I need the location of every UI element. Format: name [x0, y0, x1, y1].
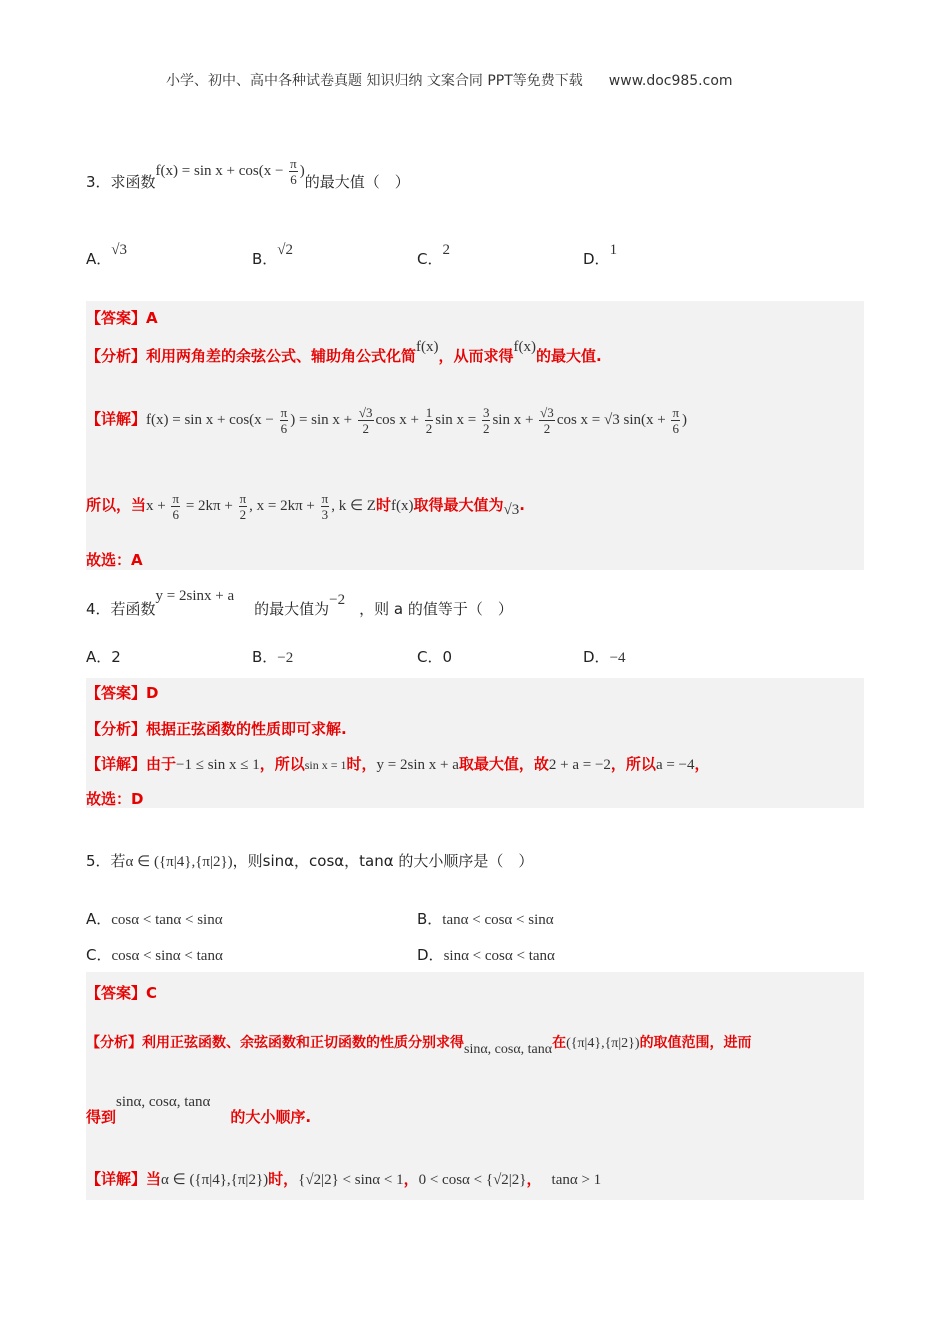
answer: 【答案】A	[86, 309, 158, 327]
sin-range-formula: {√2|2} < sinα < 1	[298, 1172, 404, 1188]
option-c	[86, 944, 223, 965]
text: 2	[111, 648, 121, 666]
stem-formula: f(x) = sin x + cos(x − $\frac{\pi}{6}$ )	[155, 156, 305, 187]
text: A．	[86, 910, 112, 928]
text: 的最大值为	[254, 600, 330, 618]
text: ，所以	[259, 755, 305, 773]
text: B．	[252, 250, 278, 268]
option-d	[417, 944, 555, 965]
text: y = 2sinx + a	[155, 588, 235, 604]
page-header	[166, 70, 733, 90]
text: 0	[442, 648, 453, 666]
text: 所以，当	[86, 495, 147, 514]
choice: 故选：A	[86, 551, 143, 569]
text: ，所以	[610, 755, 656, 773]
text: sinα < cosα < tanα	[443, 948, 555, 964]
text: ，	[694, 755, 710, 773]
text: −4	[609, 650, 626, 666]
text: 【详解】当	[86, 1170, 162, 1188]
option-b	[252, 646, 293, 667]
text: ，	[526, 1170, 542, 1188]
stem-text: 的最大值（ ）	[304, 172, 410, 191]
text: C．	[417, 648, 443, 666]
text: √3	[111, 242, 127, 258]
conclusion	[86, 491, 525, 522]
stem-formula: α ∈ ({π|4},{π|2})	[125, 854, 233, 870]
analysis-continued	[86, 1094, 312, 1127]
text: f(x)	[416, 339, 439, 355]
option-a	[86, 908, 223, 929]
text: 时，	[268, 1170, 299, 1188]
fraction: $\frac{√3}{2}$	[540, 405, 554, 436]
fraction: $\frac{\pi}{6}$	[672, 405, 680, 436]
text: 5．若	[86, 852, 126, 870]
option-c	[417, 646, 452, 667]
text: 2 + a = −2	[548, 757, 611, 773]
text: 取得最大值为	[413, 495, 504, 514]
answer: 【答案】D	[86, 684, 159, 702]
text: D．	[583, 648, 610, 666]
text: A．	[86, 648, 112, 666]
text: ，则 a 的值等于（ ）	[359, 600, 513, 618]
text: √2	[277, 242, 294, 258]
text: cosα < tanα < sinα	[111, 912, 223, 928]
text: 【详解】	[86, 409, 147, 428]
analysis: 【分析】根据正弦函数的性质即可求解.	[86, 720, 347, 738]
text: sin x = 1	[304, 758, 347, 772]
header-text: 小学、初中、高中各种试卷真题 知识归纳 文案合同 PPT等免费下载	[166, 73, 583, 89]
text: cosα < sinα < tanα	[111, 948, 223, 964]
text: 的大小顺序.	[230, 1108, 312, 1126]
solution-box-4	[86, 678, 864, 808]
option-a	[86, 242, 127, 269]
detail	[86, 753, 710, 774]
text: tanα < cosα < sinα	[442, 912, 554, 928]
text: √3	[503, 501, 520, 518]
question-5-stem	[86, 850, 533, 871]
option-d	[583, 242, 618, 269]
text: ，	[403, 1170, 419, 1188]
text: sinα, cosα, tanα	[464, 1042, 553, 1057]
text: A．	[86, 250, 112, 268]
detail	[86, 405, 687, 436]
cos-range-formula: 0 < cosα < {√2|2}	[418, 1172, 527, 1188]
option-d	[583, 646, 626, 667]
text: .	[519, 495, 525, 514]
text: ，从而求得	[438, 347, 514, 365]
fraction: $\frac{√3}{2}$	[358, 405, 373, 436]
text: ，则sinα，cosα，tanα 的大小顺序是（ ）	[232, 852, 534, 870]
choice: 故选：D	[86, 790, 144, 808]
text: 【分析】利用正弦函数、余弦函数和正切函数的性质分别求得	[86, 1035, 464, 1051]
option-c	[417, 242, 450, 269]
analysis	[86, 339, 602, 366]
question-3-stem	[86, 156, 410, 199]
text: y = 2sin x + a	[376, 757, 459, 773]
interval-formula: ({π|4},{π|2})	[566, 1036, 640, 1051]
text: a = −4	[655, 757, 695, 773]
text: −1 ≤ sin x ≤ 1	[176, 757, 260, 773]
text: B．	[252, 648, 278, 666]
text: 【分析】利用两角差的余弦公式、辅助角公式化简	[86, 347, 417, 365]
fraction: $\frac{\pi}{6}$	[290, 156, 297, 187]
text: tanα > 1	[551, 1172, 602, 1188]
text: 1	[609, 242, 618, 258]
text: C．	[417, 250, 443, 268]
detail	[86, 1168, 601, 1189]
option-a	[86, 646, 121, 667]
option-b	[252, 242, 294, 269]
fraction: $\frac{3}{2}$	[482, 405, 490, 436]
header-url[interactable]: www.doc985.com	[608, 73, 733, 89]
fraction: $\frac{\pi}{3}$	[321, 491, 329, 522]
formula: f(x) = sin x + cos(x − $\frac{\pi}{6}$ ) = sin x + $\frac{√3}{2}$ cos x + $\frac{1}{2}$ sin x = $\frac{3}{2}$ sin x + $\frac{√3}{2}$ cos x = √3 sin(x + $\frac{\pi}{6}$ )	[146, 405, 688, 436]
fraction: $\frac{\pi}{6}$	[172, 491, 180, 522]
text: B．	[417, 910, 443, 928]
analysis	[86, 1032, 752, 1057]
text: 在	[552, 1035, 567, 1051]
stem-text: 3．求函数	[86, 172, 156, 191]
text: 时，	[346, 755, 377, 773]
question-4-stem	[86, 588, 513, 619]
text: −2	[277, 650, 294, 666]
text: −2	[329, 592, 346, 608]
interval-formula: α ∈ ({π|4},{π|2})	[161, 1172, 269, 1188]
text: 2	[442, 242, 450, 258]
text: 4．若函数	[86, 600, 156, 618]
text: f(x)	[513, 339, 537, 355]
fraction: $\frac{\pi}{2}$	[239, 491, 247, 522]
text: 时	[375, 495, 391, 514]
option-b	[417, 908, 554, 929]
fraction: $\frac{\pi}{6}$	[280, 405, 288, 436]
solution-box-3	[86, 301, 864, 570]
text: 的取值范围，进而	[639, 1035, 752, 1051]
text: 的最大值.	[536, 347, 602, 365]
fraction: $\frac{1}{2}$	[425, 405, 433, 436]
text: 取最大值，故	[458, 755, 549, 773]
formula: x + $\frac{\pi}{6}$ = 2kπ + $\frac{\pi}{2}$ , x = 2kπ + $\frac{\pi}{3}$ , k ∈ Z	[146, 491, 376, 522]
text: 【详解】由于	[86, 755, 177, 773]
answer: 【答案】C	[86, 984, 158, 1002]
text: D．	[583, 250, 610, 268]
text: 得到	[86, 1108, 117, 1126]
text: D．	[417, 946, 444, 964]
solution-box-5	[86, 972, 864, 1200]
text: C．	[86, 946, 112, 964]
text: sinα, cosα, tanα	[116, 1094, 211, 1110]
text: f(x)	[390, 497, 414, 514]
